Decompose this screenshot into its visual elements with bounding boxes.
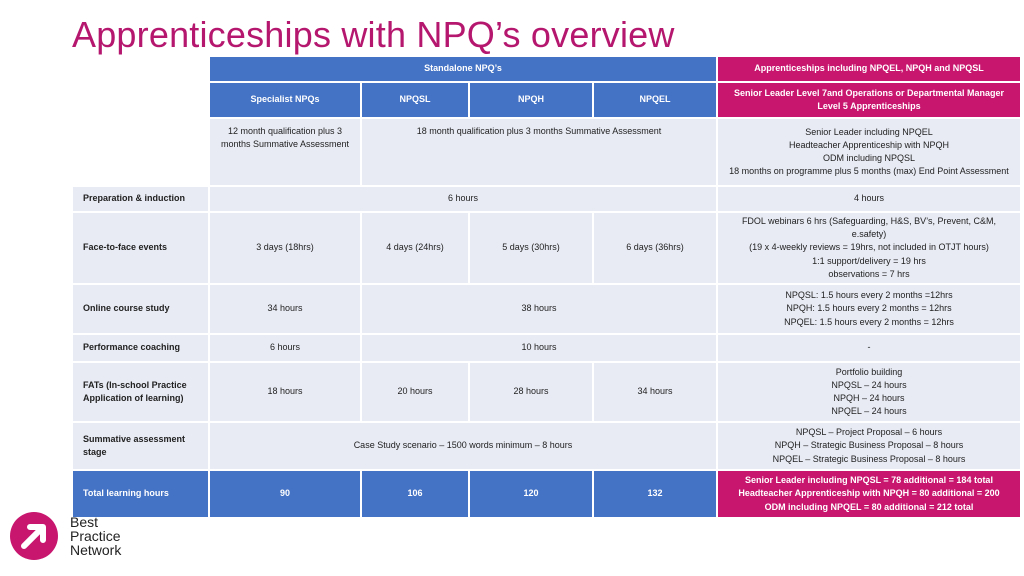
row-label-summative: Summative assessment stage: [73, 423, 208, 469]
fats-npqh: 28 hours: [470, 363, 592, 421]
detail-line: NPQH: 1.5 hours every 2 months = 12hrs: [786, 303, 952, 314]
desc-line: Senior Leader including NPQEL: [805, 126, 933, 137]
online-apprenticeship: [718, 285, 1020, 333]
online-specialist: 34 hours: [210, 285, 360, 333]
desc-apprenticeship: [718, 119, 1020, 185]
coaching-apprenticeship: -: [718, 335, 1020, 361]
desc-line: ODM including NPQSL: [822, 153, 916, 163]
face-to-face-npqh: 5 days (30hrs): [470, 213, 592, 283]
online-npq: 38 hours: [362, 285, 716, 333]
fats-specialist: 18 hours: [210, 363, 360, 421]
fats-apprenticeship: [718, 363, 1020, 421]
header-npqsl: NPQSL: [362, 83, 468, 117]
total-npqh: 120: [470, 471, 592, 517]
detail-line: Headteacher Apprenticeship with NPQH = 80 additional = 200: [738, 488, 1000, 499]
preparation-apprenticeship: 4 hours: [718, 187, 1020, 211]
detail-line: NPQH – Strategic Business Proposal – 8 hours: [774, 440, 964, 451]
header-npqh: NPQH: [470, 83, 592, 117]
row-label-preparation: Preparation & induction: [73, 187, 208, 211]
header-standalone: Standalone NPQ’s: [210, 57, 716, 81]
total-npqsl: 106: [362, 471, 468, 517]
detail-line: NPQSL: 1.5 hours every 2 months =12hrs: [785, 290, 953, 301]
preparation-standalone: 6 hours: [210, 187, 716, 211]
total-npqel: 132: [594, 471, 716, 517]
header-senior-leader: Senior Leader Level 7and Operations or Departmental Manager Level 5 Apprenticeships: [718, 83, 1020, 117]
row-label-fats: FATs (In-school Practice Application of learning): [73, 363, 208, 421]
detail-line: observations = 7 hrs: [828, 268, 910, 279]
logo-line: Network: [70, 542, 122, 558]
logo-text: [70, 515, 121, 557]
detail-line: NPQSL – Project Proposal – 6 hours: [795, 427, 943, 438]
desc-line: 18 months on programme plus 5 months (max) End Point Assessment: [729, 166, 1009, 177]
detail-line: NPQSL – 24 hours: [831, 379, 907, 390]
fats-npqel: 34 hours: [594, 363, 716, 421]
face-to-face-specialist: 3 days (18hrs): [210, 213, 360, 283]
detail-line: (19 x 4-weekly reviews = 19hrs, not included in OTJT hours): [749, 242, 989, 253]
row-label-coaching: Performance coaching: [73, 335, 208, 361]
detail-line: NPQEL: 1.5 hours every 2 months = 12hrs: [784, 316, 954, 327]
face-to-face-npqel: 6 days (36hrs): [594, 213, 716, 283]
face-to-face-npqsl: 4 days (24hrs): [362, 213, 468, 283]
overview-table: [73, 57, 1020, 517]
detail-line: Senior Leader including NPQSL = 78 additional = 184 total: [745, 475, 993, 486]
desc-line: Headteacher Apprenticeship with NPQH: [788, 139, 950, 150]
desc-specialist: 12 month qualification plus 3 months Summative Assessment: [210, 119, 360, 185]
header-specialist: Specialist NPQs: [210, 83, 360, 117]
detail-line: NPQH – 24 hours: [833, 393, 905, 403]
detail-line: NPQEL – 24 hours: [831, 406, 907, 417]
summative-apprenticeship: [718, 423, 1020, 469]
detail-line: Portfolio building: [835, 366, 903, 377]
total-apprenticeship: [718, 471, 1020, 517]
desc-npq: 18 month qualification plus 3 months Summative Assessment: [362, 119, 716, 185]
header-npqel: NPQEL: [594, 83, 716, 117]
detail-line: ODM including NPQEL = 80 additional = 212 total: [764, 501, 974, 512]
total-specialist: 90: [210, 471, 360, 517]
face-to-face-apprenticeship: [718, 213, 1020, 283]
logo-line: Practice: [70, 528, 121, 544]
detail-line: NPQEL – Strategic Business Proposal – 8 hours: [772, 453, 966, 464]
arrow-up-right-circle-icon: [8, 510, 60, 562]
summative-standalone: Case Study scenario – 1500 words minimum – 8 hours: [210, 423, 716, 469]
detail-line: FDOL webinars 6 hrs (Safeguarding, H&S, BV’s, Prevent, C&M, e.safety): [741, 216, 997, 240]
coaching-npq: 10 hours: [362, 335, 716, 361]
best-practice-network-logo: [8, 510, 121, 562]
page-title: Apprenticeships with NPQ’s overview: [72, 14, 675, 55]
header-apprenticeships: Apprenticeships including NPQEL, NPQH and NPQSL: [718, 57, 1020, 81]
fats-npqsl: 20 hours: [362, 363, 468, 421]
logo-line: Best: [70, 514, 99, 530]
row-label-total: Total learning hours: [73, 471, 208, 517]
coaching-specialist: 6 hours: [210, 335, 360, 361]
detail-line: 1:1 support/delivery = 19 hrs: [812, 255, 926, 266]
row-label-face-to-face: Face-to-face events: [73, 213, 208, 283]
row-label-online: Online course study: [73, 285, 208, 333]
